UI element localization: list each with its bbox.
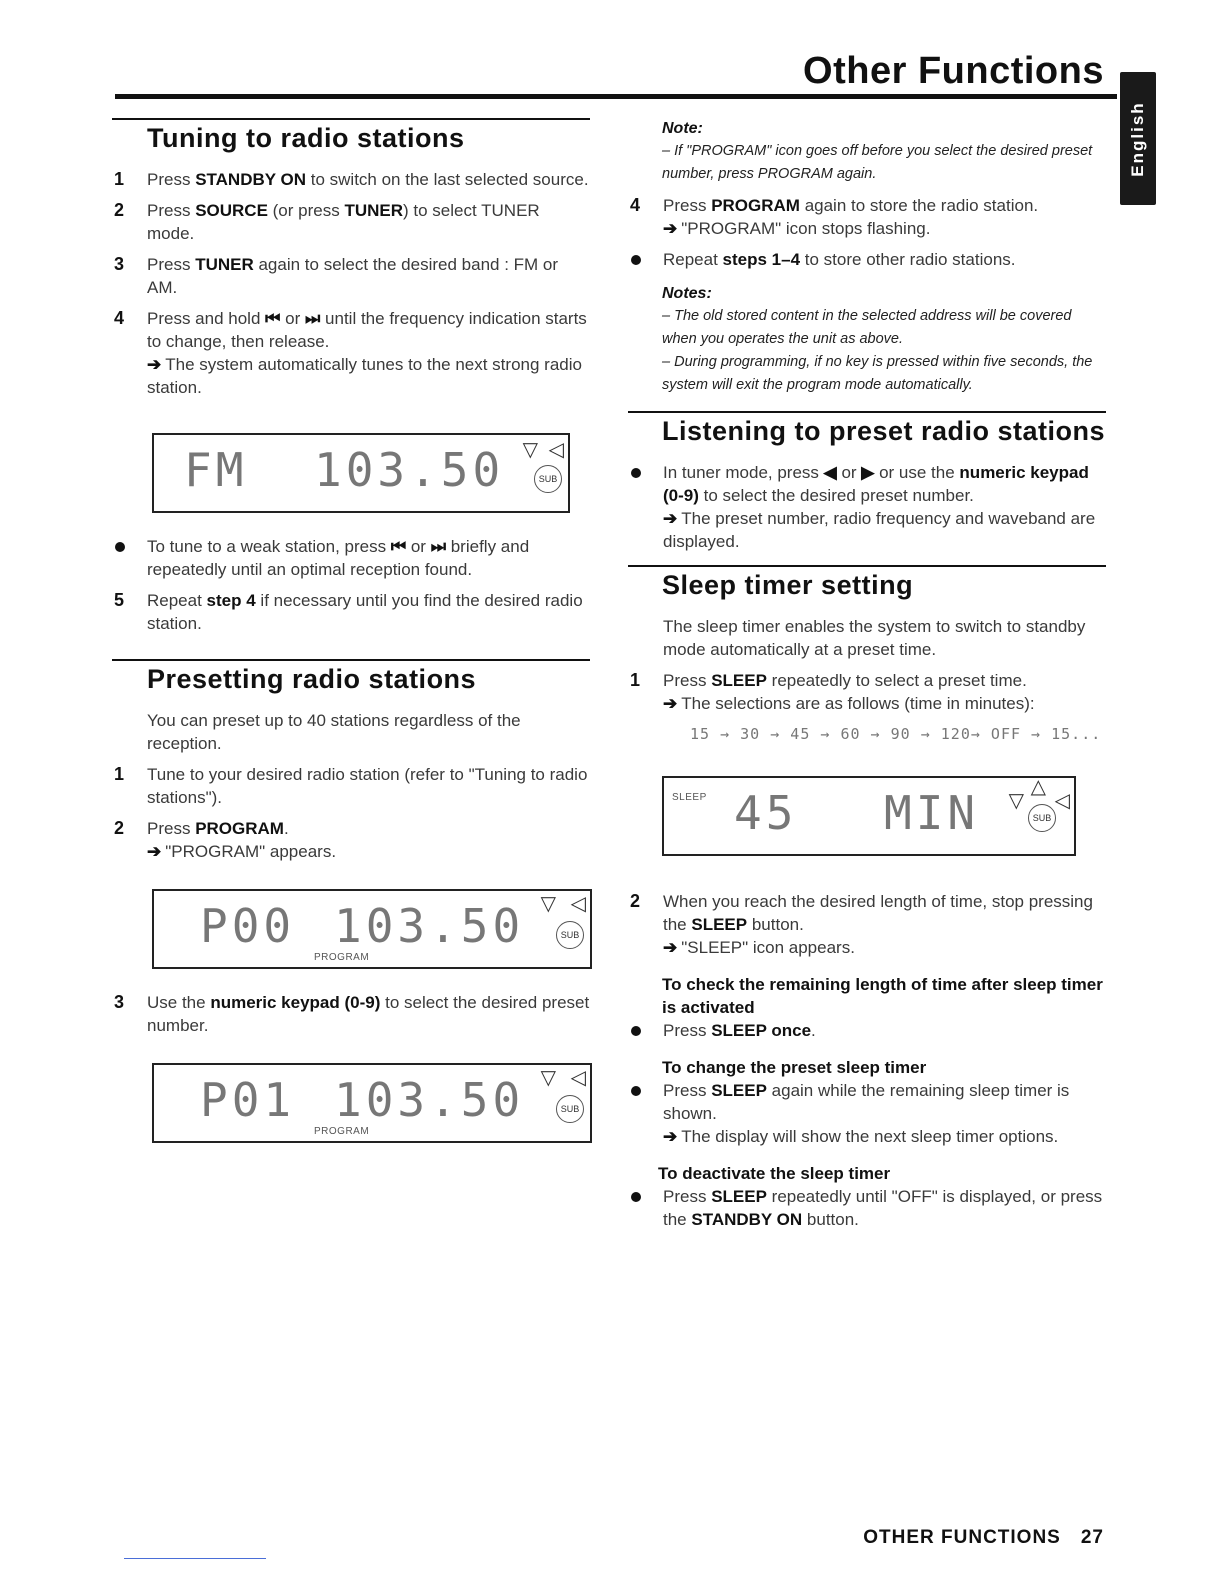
prev-icon: ⏮ [390,537,407,556]
tuning-bullet [112,535,590,581]
bullet-icon [631,1026,641,1036]
footer-label: OTHER FUNCTIONS [863,1527,1061,1548]
result-arrow-icon: ➔ [663,938,678,957]
page-title: Other Functions [803,50,1104,92]
step-text: to switch on the last selected source. [306,170,589,189]
result-arrow-icon: ➔ [147,842,162,861]
bullet-text: repeatedly until "OFF" is displayed, or press the [663,1187,1103,1229]
step-text: . [283,819,289,838]
change-heading: To change the preset sleep timer [662,1058,927,1077]
lcd-frequency: 103.50 [334,1073,525,1127]
right-column [628,118,1106,1239]
bullet-text: Press [663,1021,712,1040]
bullet-bold: SLEEP once [711,1021,812,1040]
triangle-icon: ▽ [1008,790,1024,812]
result-arrow-icon: ➔ [663,219,678,238]
bullet-text: or use the [874,463,960,482]
step-result: The selections are as follows (time in minutes): [681,694,1035,713]
tuning-step-1 [112,168,590,191]
presetting-step-1 [112,763,590,809]
right-arrow-icon: ▶ [861,463,875,482]
notes-line-2: – During programming, if no key is pressed within five seconds, the system will exit the program mode automatically. [662,354,1093,393]
step-bold: step 4 [206,591,256,610]
step-text: ) to select TUNER mode. [147,201,540,243]
step-bold: PROGRAM [195,819,284,838]
bullet-text: . [811,1021,816,1040]
bullet-result: The preset number, radio frequency and waveband are displayed. [663,509,1096,551]
step-text: (or press [267,201,345,220]
tuning-step-5 [112,589,590,635]
sleep-intro: The sleep timer enables the system to switch to standby mode automatically at a preset time. [663,617,1086,659]
lcd-frequency: 103.50 [314,443,505,497]
bullet-text: To tune to a weak station, press [147,537,391,556]
step-bold: STANDBY ON [195,170,307,189]
step-text: Press [147,201,196,220]
step-text: When you reach the desired length of time, stop pressing the [663,892,1093,934]
step-text: Press [147,819,196,838]
listening-bullet [628,461,1106,553]
bullet-icon [631,1192,641,1202]
left-arrow-icon: ◀ [823,463,837,482]
bullet-text: Press [663,1081,712,1100]
sub-badge: SUB [556,1095,584,1123]
bullet-text: to select the desired preset number. [698,486,974,505]
lcd-display-program-p00 [152,889,592,969]
page-footer [863,1527,1104,1549]
sub-badge: SUB [556,921,584,949]
step-text: again to store the radio station. [799,196,1039,215]
lcd-sleep-value: 45 [734,786,798,840]
bullet-text: again while the remaining sleep timer is shown. [663,1081,1070,1123]
bullet-text: In tuner mode, press [663,463,824,482]
bullet-text: button. [802,1210,859,1229]
page-number: 27 [1080,1527,1104,1548]
step-text: Tune to your desired radio station (refer to "Tuning to radio stations"). [147,765,588,807]
step-text: to select the desired preset number. [147,993,590,1035]
step-number: 2 [114,200,125,220]
triangle-icon: ▽ [540,893,556,915]
step-result: The system automatically tunes to the next strong radio station. [147,355,582,397]
presetting-step-4 [628,194,1106,240]
step-text: repeatedly to select a preset time. [766,671,1027,690]
step-number: 2 [114,818,125,838]
step-text: Press [147,255,196,274]
step-text: until the frequency indication starts to change, then release. [147,309,587,351]
change-bullet [628,1079,1106,1148]
triangle-icon: ▽ [522,439,538,461]
step-number: 4 [114,308,125,328]
step-bold: numeric keypad (0-9) [210,993,381,1012]
bullet-text: to store other radio stations. [800,250,1016,269]
bullet-bold: numeric keypad (0-9) [663,463,1089,505]
triangle-icon: ◁ [570,893,586,915]
deactivate-heading: To deactivate the sleep timer [658,1164,891,1183]
step-text: Press [147,170,196,189]
step-text: Press [663,671,712,690]
result-arrow-icon: ➔ [663,694,678,713]
result-arrow-icon: ➔ [663,509,678,528]
step-text: again to select the desired band : FM or AM. [147,255,559,297]
step-bold: SLEEP [711,671,767,690]
triangle-icon: ▽ [540,1067,556,1089]
bullet-bold: SLEEP [711,1081,767,1100]
triangle-icon: △ [1030,776,1046,798]
bullet-text: Press [663,1187,712,1206]
step-number: 3 [114,254,125,274]
step-number: 3 [114,992,125,1012]
section-title-sleep: Sleep timer setting [628,565,1106,601]
lcd-sleep-label: SLEEP [672,792,707,803]
presetting-step-2 [112,817,590,863]
lcd-sleep-unit: MIN [884,786,980,840]
bullet-text: or [406,537,431,556]
bullet-text: Repeat [663,250,723,269]
bottom-rule [124,1558,266,1559]
notes-line-1: – The old stored content in the selected address will be covered when you operates the unit as above. [662,308,1072,347]
bullet-bold: SLEEP [711,1187,767,1206]
step-text: Press and hold [147,309,266,328]
tuning-step-4 [112,307,590,399]
lcd-display-program-p01 [152,1063,592,1143]
step-number: 1 [114,764,125,784]
sub-badge: SUB [1028,804,1056,832]
step-text: Repeat [147,591,207,610]
step-number: 5 [114,590,125,610]
bullet-icon [115,542,125,552]
step-result: "SLEEP" icon appears. [681,938,855,957]
language-tab-label: English [1128,100,1147,177]
lcd-preset: P01 [200,1073,296,1127]
step-bold: TUNER [195,255,254,274]
triangle-icon: ◁ [548,439,564,461]
bullet-icon [631,468,641,478]
lcd-program-label: PROGRAM [314,952,370,963]
bullet-icon [631,1086,641,1096]
result-arrow-icon: ➔ [147,355,162,374]
lcd-band: FM [184,443,248,497]
lcd-display-fm [152,433,570,513]
next-icon: ⏭ [430,537,446,556]
lcd-frequency: 103.50 [334,899,525,953]
step-result: "PROGRAM" icon stops flashing. [681,219,931,238]
triangle-icon: ◁ [570,1067,586,1089]
next-icon: ⏭ [305,309,321,328]
step-text: button. [747,915,804,934]
note-heading: Note: [662,120,703,137]
sleep-step-1 [628,669,1106,715]
section-title-listening: Listening to preset radio stations [628,411,1106,447]
sub-badge: SUB [534,465,562,493]
title-rule [115,94,1117,99]
step-bold: SOURCE [195,201,268,220]
step-bold: PROGRAM [711,196,800,215]
step-result: "PROGRAM" appears. [165,842,337,861]
prev-icon: ⏮ [265,309,281,328]
tuning-step-2 [112,199,590,245]
tuning-step-3 [112,253,590,299]
triangle-icon: ◁ [1054,790,1070,812]
step-text: Press [663,196,712,215]
step-bold: SLEEP [691,915,748,934]
lcd-program-label: PROGRAM [314,1126,370,1137]
section-title-presetting: Presetting radio stations [112,659,590,695]
repeat-bullet [628,248,1106,271]
section-title-tuning: Tuning to radio stations [112,118,590,154]
step-text: Use the [147,993,211,1012]
check-heading: To check the remaining length of time after sleep timer is activated [662,975,1103,1017]
left-column [112,118,590,1165]
sleep-sequence: 15 → 30 → 45 → 60 → 90 → 120→ OFF → 15... [690,725,1102,743]
notes-heading: Notes: [662,285,712,302]
bullet-icon [631,255,641,265]
language-tab [1120,72,1156,205]
step-text: if necessary until you find the desired radio station. [147,591,583,633]
bullet-text: briefly and repeatedly until an optimal reception found. [147,537,530,579]
note-body: – If "PROGRAM" icon goes off before you select the desired preset number, press PROGRAM again. [662,143,1093,182]
step-number: 2 [630,891,641,911]
sleep-step-2 [628,890,1106,959]
presetting-step-3 [112,991,590,1037]
result-arrow-icon: ➔ [663,1127,678,1146]
step-bold: TUNER [344,201,404,220]
bullet-result: The display will show the next sleep timer options. [681,1127,1059,1146]
presetting-intro: You can preset up to 40 stations regardless of the reception. [147,711,521,753]
step-number: 1 [630,670,641,690]
step-text: or [280,309,306,328]
step-number: 1 [114,169,125,189]
bullet-text: or [836,463,862,482]
lcd-preset: P00 [200,899,296,953]
bullet-bold: STANDBY ON [691,1210,803,1229]
lcd-display-sleep [662,776,1076,856]
deactivate-bullet [628,1185,1106,1231]
check-bullet [628,1019,1106,1042]
step-number: 4 [630,195,641,215]
bullet-bold: steps 1–4 [722,250,801,269]
